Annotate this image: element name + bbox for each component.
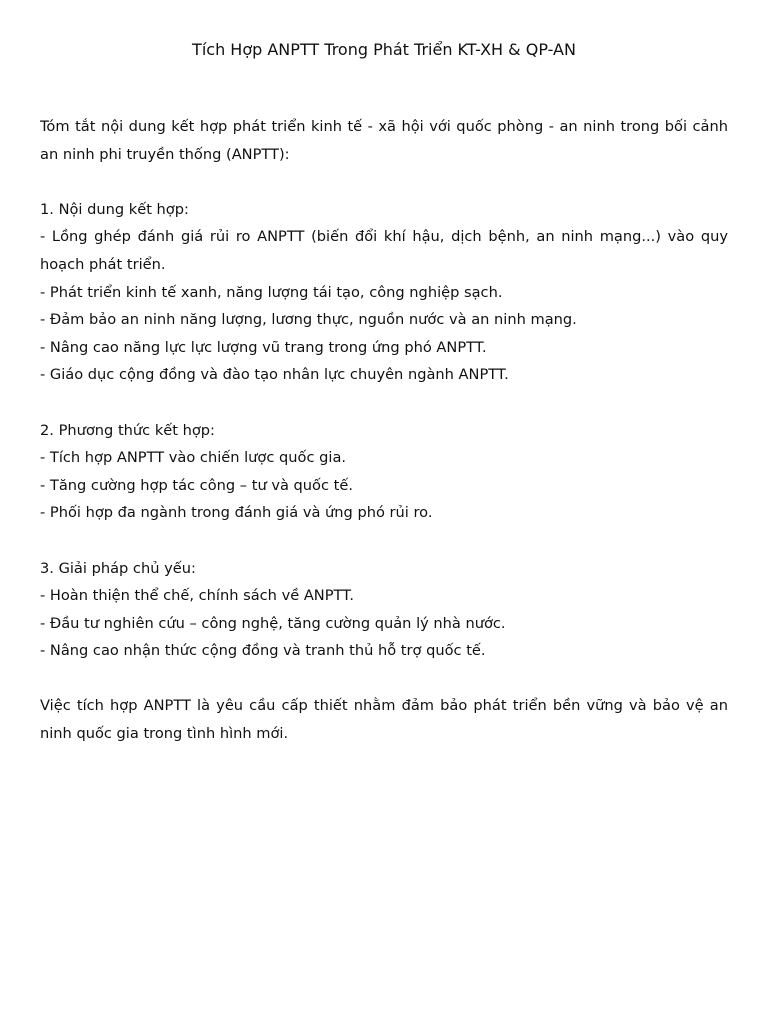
section-heading-solutions: 3. Giải pháp chủ yếu: — [40, 559, 196, 577]
document-body — [40, 113, 728, 748]
list-item: - Tích hợp ANPTT vào chiến lược quốc gia. — [40, 449, 347, 467]
list-item: - Đầu tư nghiên cứu – công nghệ, tăng cường quản lý nhà nước. — [40, 614, 506, 632]
spacer — [40, 527, 728, 555]
intro-paragraph: Tóm tắt nội dung kết hợp phát triển kinh tế - xã hội với quốc phòng - an ninh trong bối cảnh an ninh phi truyền thống (ANPTT): — [40, 118, 728, 163]
conclusion-paragraph: Việc tích hợp ANPTT là yêu cầu cấp thiết nhằm đảm bảo phát triển bền vững và bảo vệ an ninh quốc gia trong tình hình mới. — [40, 697, 728, 743]
list-item: - Phát triển kinh tế xanh, năng lượng tái tạo, công nghiệp sạch. — [40, 283, 503, 301]
spacer — [40, 389, 728, 417]
list-item: - Nâng cao nhận thức cộng đồng và tranh thủ hỗ trợ quốc tế. — [40, 642, 486, 660]
list-item: - Tăng cường hợp tác công – tư và quốc tế. — [40, 476, 353, 494]
section-heading-content: 1. Nội dung kết hợp: — [40, 200, 189, 218]
spacer — [40, 168, 728, 196]
list-item: - Phối hợp đa ngành trong đánh giá và ứng phó rủi ro. — [40, 504, 433, 522]
section-heading-methods: 2. Phương thức kết hợp: — [40, 421, 215, 439]
spacer — [40, 665, 728, 693]
document-title: Tích Hợp ANPTT Trong Phát Triển KT-XH & QP-AN — [192, 40, 576, 59]
section-solutions — [40, 555, 728, 665]
list-item: - Giáo dục cộng đồng và đào tạo nhân lực chuyên ngành ANPTT. — [40, 366, 509, 384]
section-content — [40, 196, 728, 389]
list-item: - Lồng ghép đánh giá rủi ro ANPTT (biến đổi khí hậu, dịch bệnh, an ninh mạng...) vào quy hoạch phát triển. — [40, 228, 728, 273]
section-methods — [40, 417, 728, 527]
list-item: - Hoàn thiện thể chế, chính sách về ANPTT. — [40, 587, 355, 605]
list-item: - Nâng cao năng lực lực lượng vũ trang trong ứng phó ANPTT. — [40, 338, 487, 356]
list-item: - Đảm bảo an ninh năng lượng, lương thực, nguồn nước và an ninh mạng. — [40, 311, 577, 329]
